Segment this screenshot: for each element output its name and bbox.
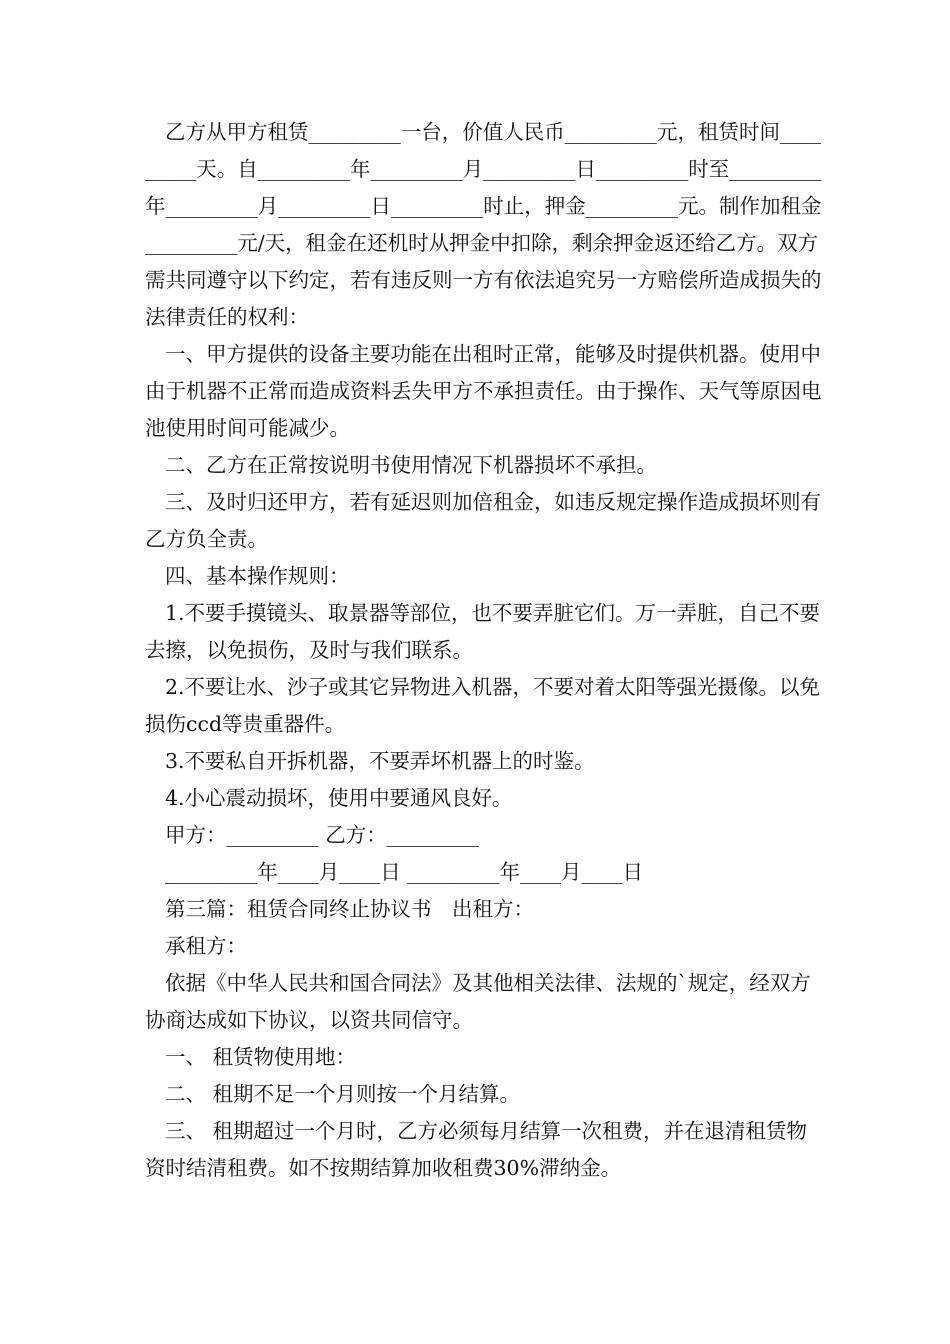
paragraph-rule-1: 1.不要手摸镜头、取景器等部位，也不要弄脏它们。万一弄脏，自己不要去擦，以免损伤，及时与我们联系。 bbox=[145, 601, 821, 662]
paragraph-legal-basis: 依据《中华人民共和国合同法》及其他相关法律、法规的`规定，经双方协商达成如下协议，以资共同信守。 bbox=[145, 971, 811, 1032]
paragraph-clause-4-heading: 四、基本操作规则： bbox=[165, 564, 350, 588]
paragraph-article-2: 二、 租期不足一个月则按一个月结算。 bbox=[165, 1082, 521, 1106]
paragraph-rule-2: 2.不要让水、沙子或其它异物进入机器，不要对着太阳等强光摄像。以免损伤ccd等贵重器件。 bbox=[145, 675, 821, 736]
paragraph-section-three-title: 第三篇：租赁合同终止协议书 出租方： bbox=[165, 897, 534, 921]
paragraph-lease-terms: 乙方从甲方租赁_________一台，价值人民币_________元，租赁时间_________天。自_________年_________月_________日_________时至_________年_________月_________日_________时止，押金_________元。制作加租金_________元/天，租金在还机时从押金中扣除，剩余押金返还给乙方。双方需共同遵守以下约定，若有违反则一方有依法追究另一方赔偿所造成损失的法律责任的权利： bbox=[145, 120, 822, 329]
paragraph-rule-4: 4.小心震动损坏，使用中要通风良好。 bbox=[165, 786, 513, 810]
paragraph-rule-3: 3.不要私自开拆机器，不要弄坏机器上的时鉴。 bbox=[165, 749, 595, 773]
paragraph-clause-2: 二、乙方在正常按说明书使用情况下机器损坏不承担。 bbox=[165, 453, 657, 477]
paragraph-clause-1: 一、甲方提供的设备主要功能在出租时正常，能够及时提供机器。使用中由于机器不正常而造成资料丢失甲方不承担责任。由于操作、天气等原因电池使用时间可能减少。 bbox=[145, 342, 822, 440]
paragraph-signature-dates: _________年____月____日 _________年____月____日 bbox=[165, 860, 644, 884]
paragraph-article-1: 一、 租赁物使用地： bbox=[165, 1045, 357, 1069]
document-body bbox=[145, 114, 825, 1187]
paragraph-article-3: 三、 租期超过一个月时，乙方必须每月结算一次租费，并在退清租赁物资时结清租费。如不按期结算加收租费30%滞纳金。 bbox=[145, 1119, 808, 1180]
paragraph-lessee: 承租方： bbox=[165, 934, 247, 958]
paragraph-signatures: 甲方：_________ 乙方：_________ bbox=[165, 823, 480, 847]
paragraph-clause-3: 三、及时归还甲方，若有延迟则加倍租金，如违反规定操作造成损坏则有乙方负全责。 bbox=[145, 490, 821, 551]
